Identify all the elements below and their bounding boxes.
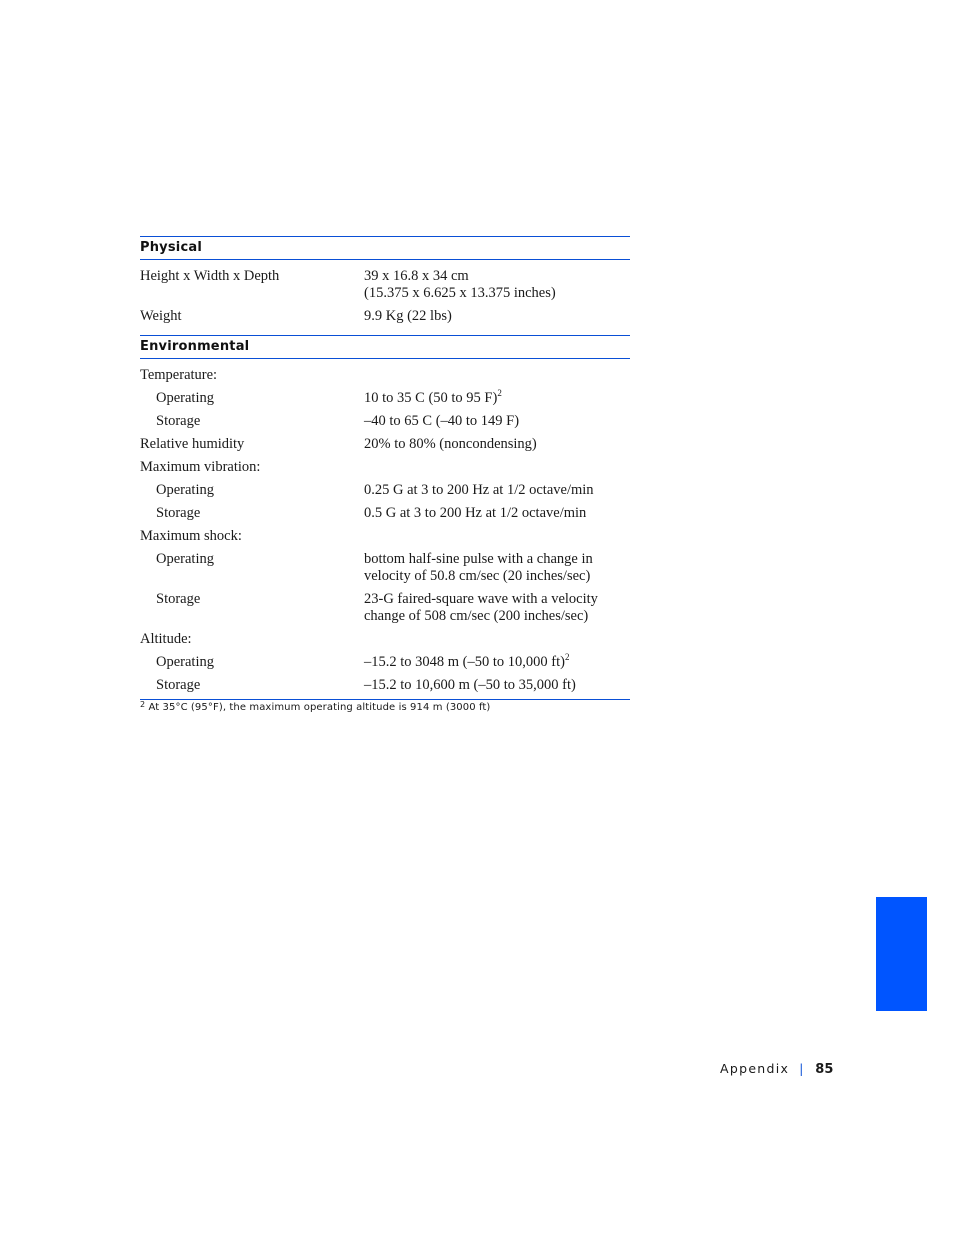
spec-value: –15.2 to 10,600 m (–50 to 35,000 ft) xyxy=(364,677,576,693)
spec-row-altitude-storage xyxy=(140,677,630,694)
spec-label: Altitude: xyxy=(140,631,192,647)
page-footer xyxy=(720,1061,840,1081)
spec-sublabel: Operating xyxy=(156,654,214,670)
spec-value: 0.25 G at 3 to 200 Hz at 1/2 octave/min xyxy=(364,482,594,498)
spec-value-line: velocity of 50.8 cm/sec (20 inches/sec) xyxy=(364,568,591,584)
spec-value: 9.9 Kg (22 lbs) xyxy=(364,308,452,324)
spec-row-altitude xyxy=(140,631,630,648)
spec-row-temperature-operating xyxy=(140,390,630,407)
spec-sublabel: Storage xyxy=(156,591,201,607)
spec-row-shock xyxy=(140,528,630,545)
spec-value: –40 to 65 C (–40 to 149 F) xyxy=(364,413,520,429)
footer-separator: | xyxy=(799,1062,804,1076)
spec-label: Weight xyxy=(140,308,182,324)
spec-sublabel: Operating xyxy=(156,390,214,406)
spec-value-line: 23-G faired-square wave with a velocity xyxy=(364,591,598,607)
spec-row-vibration-storage xyxy=(140,505,630,522)
spec-value xyxy=(364,591,630,625)
spec-value-line: change of 508 cm/sec (200 inches/sec) xyxy=(364,608,589,624)
footnote-text: At 35°C (95°F), the maximum operating altitude is 914 m (3000 ft) xyxy=(148,702,491,713)
spec-value-text: 10 to 35 C (50 to 95 F) xyxy=(364,390,498,406)
spec-label: Maximum vibration: xyxy=(140,459,261,475)
spec-row-altitude-operating xyxy=(140,654,630,671)
spec-row-vibration xyxy=(140,459,630,476)
spec-row-vibration-operating xyxy=(140,482,630,499)
physical-heading: Physical xyxy=(140,236,630,260)
spec-sublabel: Storage xyxy=(156,677,201,693)
footnote-ref: 2 xyxy=(497,388,502,399)
spec-label: Temperature: xyxy=(140,367,218,383)
spec-value-line: bottom half-sine pulse with a change in xyxy=(364,551,593,567)
spec-label: Relative humidity xyxy=(140,436,245,452)
spec-value xyxy=(364,551,630,585)
spec-sublabel: Operating xyxy=(156,551,214,567)
footnote-ref: 2 xyxy=(564,652,570,663)
spec-row-shock-storage xyxy=(140,591,630,625)
spec-row-humidity xyxy=(140,436,630,453)
environmental-heading: Environmental xyxy=(140,335,630,359)
page-number: 85 xyxy=(815,1062,834,1077)
spec-value-text: –15.2 to 3048 m (–50 to 10,000 ft) xyxy=(364,654,565,670)
table-bottom-rule xyxy=(140,699,630,700)
spec-sublabel: Storage xyxy=(156,505,201,521)
spec-value xyxy=(364,390,630,407)
spec-sublabel: Operating xyxy=(156,482,214,498)
spec-value: 20% to 80% (noncondensing) xyxy=(364,436,537,452)
spec-value-line: (15.375 x 6.625 x 13.375 inches) xyxy=(364,285,556,301)
spec-row-shock-operating xyxy=(140,551,630,585)
physical-section xyxy=(140,236,630,325)
spec-row-temperature-storage xyxy=(140,413,630,430)
chapter-tab-marker xyxy=(876,897,927,1011)
footnote xyxy=(140,702,630,713)
spec-table xyxy=(140,236,630,713)
spec-value xyxy=(364,654,630,671)
environmental-section xyxy=(140,335,630,694)
spec-sublabel: Storage xyxy=(156,413,201,429)
spec-row-weight xyxy=(140,308,630,325)
footnote-marker: 2 xyxy=(140,700,146,709)
footer-section-name: Appendix xyxy=(720,1061,790,1076)
spec-value-line: 39 x 16.8 x 34 cm xyxy=(364,268,469,284)
spec-label: Maximum shock: xyxy=(140,528,242,544)
spec-label: Height x Width x Depth xyxy=(140,268,280,284)
spec-row-temperature xyxy=(140,367,630,384)
spec-value: 0.5 G at 3 to 200 Hz at 1/2 octave/min xyxy=(364,505,587,521)
spec-value xyxy=(364,268,630,302)
spec-row-dimensions xyxy=(140,268,630,302)
